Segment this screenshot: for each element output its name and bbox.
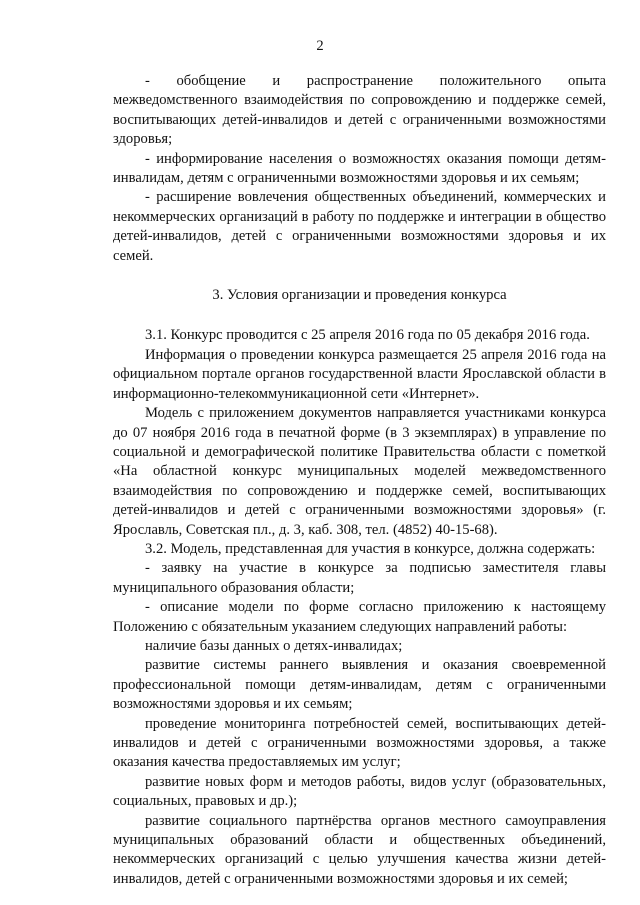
section-paragraph: развитие системы раннего выявления и оказания своевременной профессиональной помощи детям-инвалидам, детям с ограниченными возможностями здоровья и их семьям; [113,657,606,713]
section-paragraph: - описание модели по форме согласно приложению к настоящему Положению с обязательным указанием следующих направлений работы: [113,599,606,635]
section-paragraph: развитие социального партнёрства органов местного самоуправления муниципальных образований области и общественных объединений, некоммерческих организаций с целью улучшения качества жизни детей-инвалидов, детей с ограниченными возможностями здоровья и их семей; [113,812,606,887]
intro-item: - расширение вовлечения общественных объединений, коммерческих и некоммерческих организаций в работу по поддержке и интеграции в общество детей-инвалидов, детей с ограниченными возможностями здоровья и их семей. [113,189,606,264]
section-paragraph: наличие базы данных о детях-инвалидах; [145,637,403,654]
intro-item: - обобщение и распространение положительного опыта межведомственного взаимодействия по сопровождению и поддержке семей, воспитывающих детей-инвалидов и детей с ограниченными возможностями здоровья; [113,73,606,148]
section-paragraph: Информация о проведении конкурса размещается 25 апреля 2016 года на официальном портале органов государственной власти Ярославской области в информационно-телекоммуникационной сети «Интернет». [113,346,606,402]
section-paragraph: развитие новых форм и методов работы, видов услуг (образовательных, социальных, правовых и др.); [113,773,606,810]
section-paragraph: 3.2. Модель, представленная для участия в конкурсе, должна содержать: [145,540,596,557]
section-paragraph: Модель с приложением документов направляется участниками конкурса до 07 ноября 2016 года в печатной форме (в 3 экземплярах) в управление по социальной и демографической политике Правительства области с пометкой «На областной конкурс муниципальных моделей межведомственного взаимодействия по сопровождению и поддержке семей, воспитывающих детей-инвалидов и детей с ограниченными возможностями здоровья» (г. Ярославль, Советская пл., д. 3, каб. 308, тел. (4852) 40-15-68). [113,405,606,538]
section-heading: 3. Условия организации и проведения конкурса [212,287,507,304]
section-paragraph: проведение мониторинга потребностей семей, воспитывающих детей-инвалидов и детей с ограниченными возможностями здоровья, а также оказания качества предоставляемых им услуг; [113,715,606,771]
intro-item: - информирование населения о возможностях оказания помощи детям-инвалидам, детям с ограниченными возможностями здоровья и их семьям; [113,150,606,187]
page-number: 2 [316,38,324,54]
document-body [113,72,606,889]
section-paragraph: 3.1. Конкурс проводится с 25 апреля 2016 года по 05 декабря 2016 года. [145,327,590,344]
section-paragraph: - заявку на участие в конкурсе за подписью заместителя главы муниципального образования области; [113,560,606,596]
